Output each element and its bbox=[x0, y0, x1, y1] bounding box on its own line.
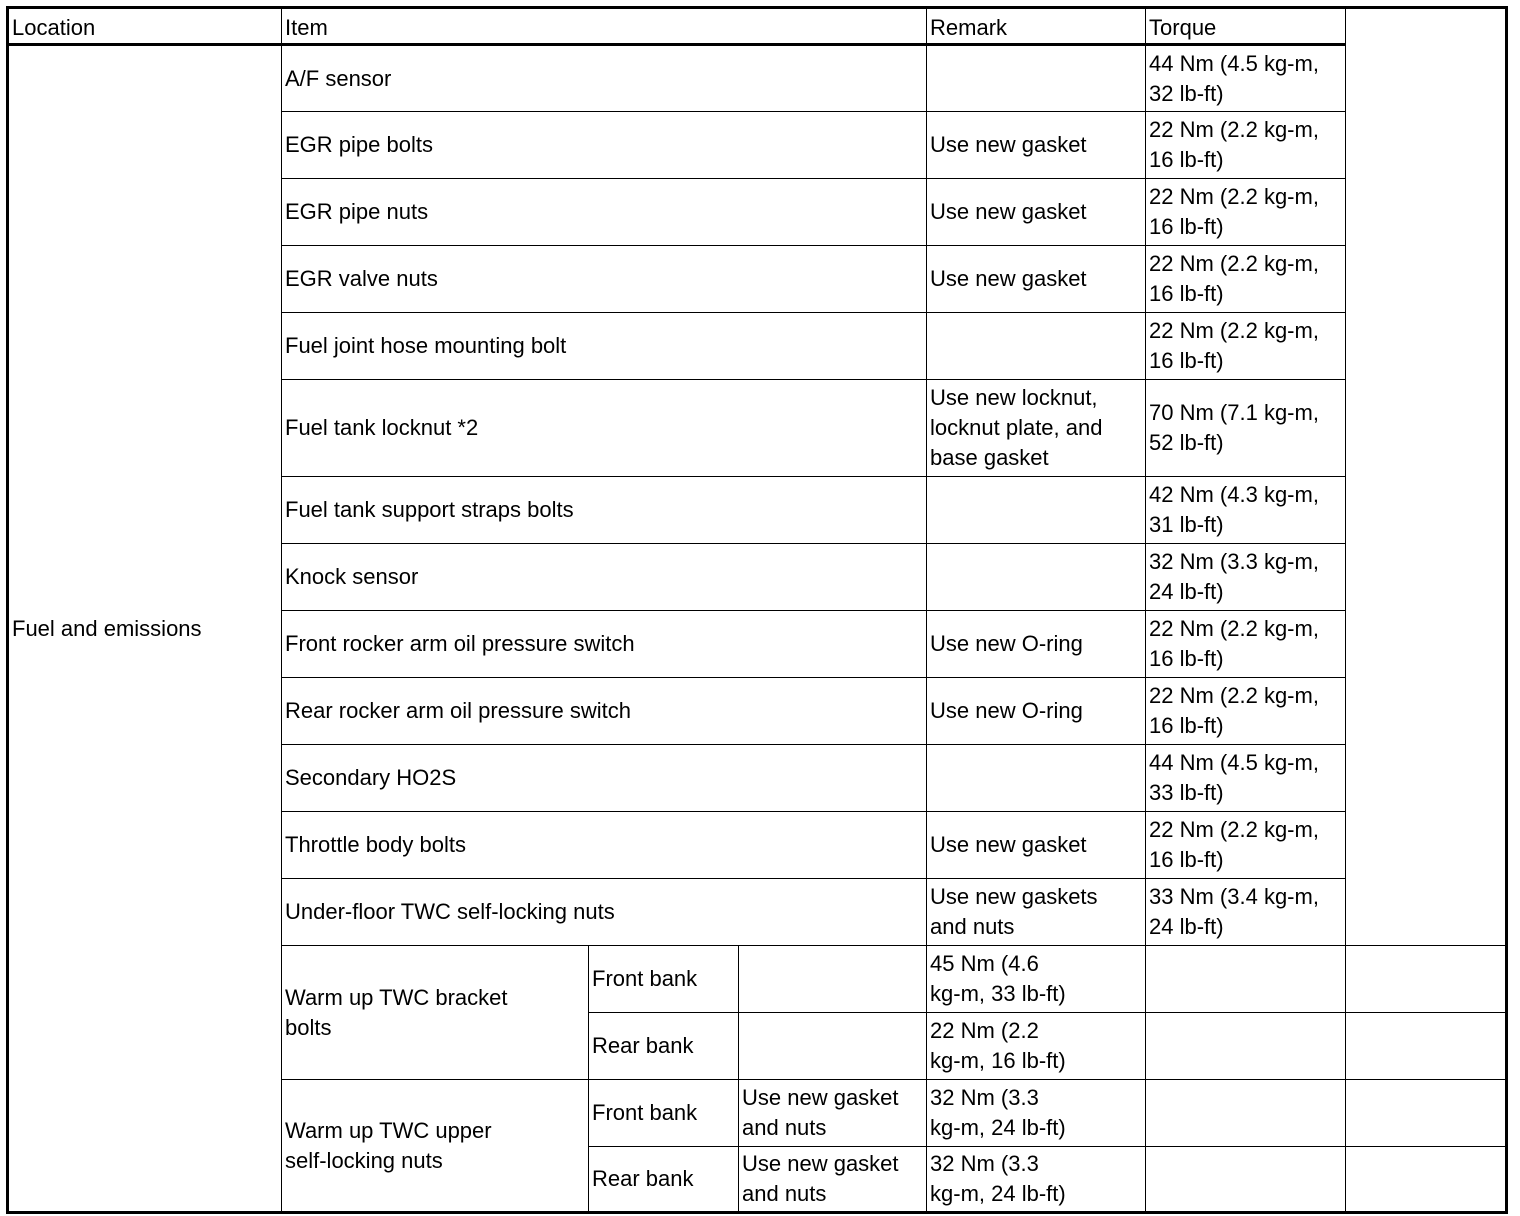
remark-cell: Use new gasket bbox=[927, 812, 1146, 879]
item-cell: Knock sensor bbox=[282, 544, 927, 611]
item-cell: Fuel joint hose mounting bolt bbox=[282, 313, 927, 380]
item-cell: Front rocker arm oil pressure switch bbox=[282, 611, 927, 678]
remark-cell: Use new gasket bbox=[927, 179, 1146, 246]
sub-remark-cell bbox=[739, 946, 927, 1013]
remark-cell: Use new gasket bbox=[927, 112, 1146, 179]
torque-specification-table bbox=[6, 6, 1508, 1214]
empty-cell bbox=[1346, 1013, 1507, 1080]
bank-cell: Rear bank bbox=[589, 1013, 739, 1080]
header-location: Location bbox=[8, 8, 282, 45]
torque-cell: 22 Nm (2.2 kg-m, 16 lb-ft) bbox=[1146, 611, 1346, 678]
header-remark: Remark bbox=[927, 8, 1146, 45]
torque-cell: 70 Nm (7.1 kg-m, 52 lb-ft) bbox=[1146, 380, 1346, 477]
torque-cell: 22 Nm (2.2 kg-m, 16 lb-ft) bbox=[1146, 313, 1346, 380]
torque-cell: 22 Nm (2.2 kg-m, 16 lb-ft) bbox=[1146, 678, 1346, 745]
item-cell: Fuel tank locknut *2 bbox=[282, 380, 927, 477]
torque-cell: 22 Nm (2.2 kg-m, 16 lb-ft) bbox=[1146, 179, 1346, 246]
bank-cell: Front bank bbox=[589, 1080, 739, 1147]
item-cell: Rear rocker arm oil pressure switch bbox=[282, 678, 927, 745]
group-item-cell: Warm up TWC bracket bolts bbox=[282, 946, 589, 1080]
remark-cell bbox=[927, 745, 1146, 812]
bank-cell: Rear bank bbox=[589, 1147, 739, 1213]
torque-cell: 22 Nm (2.2 kg-m, 16 lb-ft) bbox=[1146, 112, 1346, 179]
sub-remark-cell: Use new gasket and nuts bbox=[739, 1147, 927, 1213]
item-cell: EGR pipe nuts bbox=[282, 179, 927, 246]
remark-cell bbox=[927, 477, 1146, 544]
empty-cell bbox=[1146, 946, 1346, 1013]
item-cell: A/F sensor bbox=[282, 45, 927, 112]
torque-cell: 33 Nm (3.4 kg-m, 24 lb-ft) bbox=[1146, 879, 1346, 946]
empty-cell bbox=[1146, 1147, 1346, 1213]
torque-cell: 32 Nm (3.3 kg-m, 24 lb-ft) bbox=[1146, 544, 1346, 611]
empty-cell bbox=[1346, 946, 1507, 1013]
remark-cell: Use new gasket bbox=[927, 246, 1146, 313]
table-row bbox=[8, 45, 1507, 112]
remark-cell: Use new O-ring bbox=[927, 678, 1146, 745]
remark-cell bbox=[927, 544, 1146, 611]
header-row bbox=[8, 8, 1507, 45]
header-item: Item bbox=[282, 8, 927, 45]
group-item-cell: Warm up TWC upper self-locking nuts bbox=[282, 1080, 589, 1213]
item-cell: Under-floor TWC self-locking nuts bbox=[282, 879, 927, 946]
sub-torque-cell: 22 Nm (2.2 kg-m, 16 lb-ft) bbox=[927, 1013, 1146, 1080]
remark-cell bbox=[927, 45, 1146, 112]
torque-cell: 44 Nm (4.5 kg-m, 33 lb-ft) bbox=[1146, 745, 1346, 812]
sub-remark-cell: Use new gasket and nuts bbox=[739, 1080, 927, 1147]
location-cell: Fuel and emissions bbox=[8, 45, 282, 1213]
torque-cell: 22 Nm (2.2 kg-m, 16 lb-ft) bbox=[1146, 246, 1346, 313]
sub-torque-cell: 45 Nm (4.6 kg-m, 33 lb-ft) bbox=[927, 946, 1146, 1013]
torque-cell: 44 Nm (4.5 kg-m, 32 lb-ft) bbox=[1146, 45, 1346, 112]
empty-cell bbox=[1346, 1147, 1507, 1213]
empty-cell bbox=[1346, 1080, 1507, 1147]
remark-cell: Use new locknut, locknut plate, and base gasket bbox=[927, 380, 1146, 477]
item-cell: Secondary HO2S bbox=[282, 745, 927, 812]
item-cell: EGR valve nuts bbox=[282, 246, 927, 313]
torque-cell: 42 Nm (4.3 kg-m, 31 lb-ft) bbox=[1146, 477, 1346, 544]
remark-cell: Use new O-ring bbox=[927, 611, 1146, 678]
sub-torque-cell: 32 Nm (3.3 kg-m, 24 lb-ft) bbox=[927, 1147, 1146, 1213]
empty-cell bbox=[1146, 1013, 1346, 1080]
item-cell: Fuel tank support straps bolts bbox=[282, 477, 927, 544]
bank-cell: Front bank bbox=[589, 946, 739, 1013]
sub-remark-cell bbox=[739, 1013, 927, 1080]
empty-cell bbox=[1146, 1080, 1346, 1147]
remark-cell bbox=[927, 313, 1146, 380]
item-cell: EGR pipe bolts bbox=[282, 112, 927, 179]
item-cell: Throttle body bolts bbox=[282, 812, 927, 879]
torque-cell: 22 Nm (2.2 kg-m, 16 lb-ft) bbox=[1146, 812, 1346, 879]
remark-cell: Use new gaskets and nuts bbox=[927, 879, 1146, 946]
header-torque: Torque bbox=[1146, 8, 1346, 45]
sub-torque-cell: 32 Nm (3.3 kg-m, 24 lb-ft) bbox=[927, 1080, 1146, 1147]
